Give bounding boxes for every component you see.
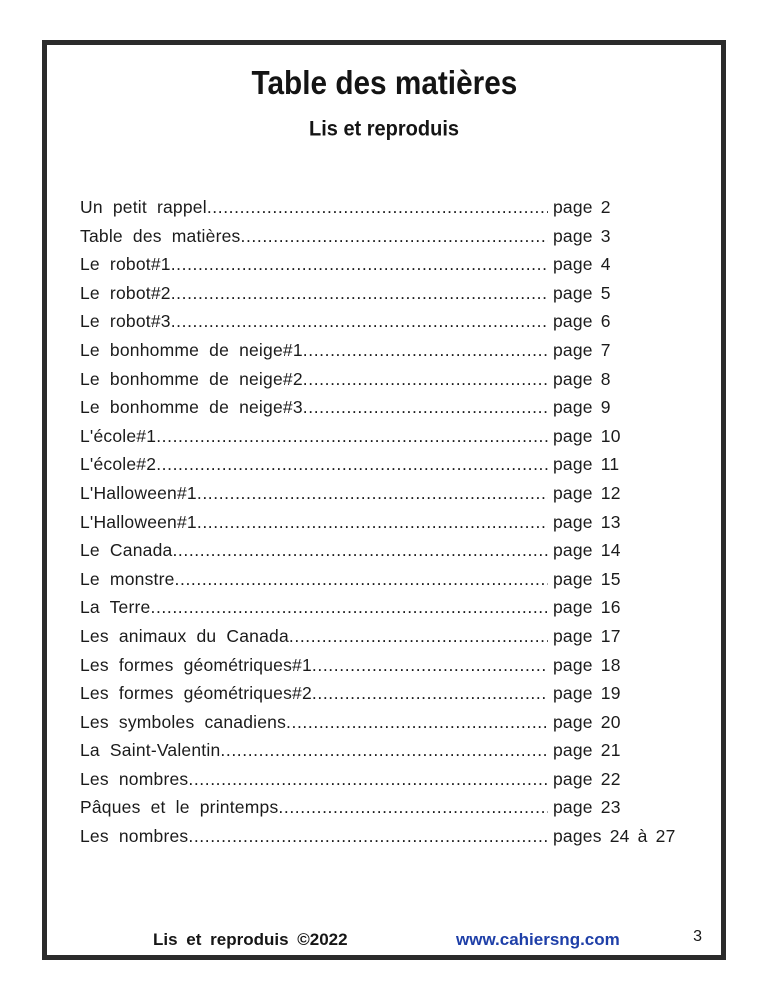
toc-entry-label: Un petit rappel	[80, 197, 207, 217]
toc-entry-page: page 7	[553, 339, 611, 360]
toc-row	[80, 593, 672, 622]
toc-row	[80, 393, 672, 422]
toc-entry-label: Les animaux du Canada	[80, 625, 289, 646]
toc-row	[80, 565, 672, 594]
toc-entry-page: page 3	[553, 225, 611, 246]
toc-entry-page: pages 24 à 27	[553, 826, 676, 847]
dot-leader	[171, 279, 548, 308]
toc-entry-page: page 12	[553, 482, 621, 503]
toc-entry-label: Les symboles canadiens	[80, 711, 287, 732]
toc-entry-page: page 16	[553, 597, 621, 618]
toc-entry-label: L'école#2	[80, 454, 157, 475]
toc-entry-label: Le robot#3	[80, 311, 171, 332]
toc-row	[80, 622, 672, 651]
page-subtitle: Lis et reproduis	[308, 117, 460, 141]
toc-entry-page: page 8	[553, 368, 611, 389]
subtitle-container	[47, 118, 721, 141]
page-footer	[47, 924, 721, 950]
toc-entry-label: Le robot#1	[80, 254, 171, 275]
page-border-frame	[42, 40, 726, 960]
dot-leader	[220, 736, 548, 765]
toc-entry-label: L'Halloween#1	[80, 511, 197, 532]
toc-entry-page: page 21	[553, 740, 621, 761]
toc-entry-label: Le monstre	[80, 568, 175, 589]
title-container	[47, 65, 721, 101]
toc-row	[80, 708, 672, 737]
toc-row	[80, 193, 672, 222]
toc-entry-label: Les formes géométriques#1	[80, 654, 312, 675]
toc-row	[80, 450, 672, 479]
toc-row	[80, 336, 672, 365]
dot-leader	[172, 536, 548, 565]
table-of-contents	[47, 193, 721, 851]
toc-entry-page: page 10	[553, 425, 621, 446]
toc-entry-page: page 17	[553, 625, 621, 646]
toc-entry-label: Les formes géométriques#2	[80, 683, 312, 704]
toc-entry-page: page 5	[553, 282, 611, 303]
dot-leader	[312, 679, 548, 708]
toc-entry-page: page 9	[553, 397, 611, 418]
toc-row	[80, 651, 672, 680]
toc-entry-page: page 13	[553, 511, 621, 532]
toc-entry-page: page 20	[553, 711, 621, 732]
dot-leader	[303, 393, 548, 422]
toc-entry-label: La Saint-Valentin	[80, 740, 221, 761]
dot-leader	[175, 565, 548, 594]
toc-row	[80, 736, 672, 765]
toc-entry-label: L'Halloween#1	[80, 482, 197, 503]
dot-leader	[303, 336, 548, 365]
dot-leader	[312, 651, 548, 680]
toc-row	[80, 422, 672, 451]
toc-row	[80, 365, 672, 394]
toc-entry-page: page 6	[553, 311, 611, 332]
footer-website-link[interactable]: www.cahiersng.com	[456, 930, 620, 949]
toc-entry-label: Les nombres	[80, 768, 189, 789]
dot-leader	[156, 450, 548, 479]
toc-entry-label: L'école#1	[80, 425, 157, 446]
footer-copyright: Lis et reproduis ©2022	[153, 930, 348, 949]
dot-leader	[197, 508, 548, 537]
toc-entry-label: Les nombres	[80, 826, 189, 847]
dot-leader	[278, 793, 548, 822]
toc-entry-page: page 18	[553, 654, 621, 675]
dot-leader	[150, 593, 548, 622]
toc-entry-label: Le bonhomme de neige#1	[80, 339, 303, 360]
page-title: Table des matières	[251, 63, 517, 102]
toc-row	[80, 222, 672, 251]
toc-entry-page: page 14	[553, 540, 621, 561]
toc-entry-label: Pâques et le printemps	[80, 797, 279, 818]
toc-row	[80, 279, 672, 308]
toc-row	[80, 793, 672, 822]
toc-row	[80, 679, 672, 708]
toc-entry-page: page 15	[553, 568, 621, 589]
toc-entry-label: La Terre	[80, 597, 151, 618]
toc-row	[80, 822, 676, 851]
dot-leader	[171, 250, 548, 279]
toc-entry-page: page 23	[553, 797, 621, 818]
dot-leader	[188, 765, 548, 794]
toc-entry-label: Le bonhomme de neige#2	[80, 368, 303, 389]
toc-row	[80, 536, 672, 565]
toc-row	[80, 307, 672, 336]
toc-row	[80, 479, 672, 508]
dot-leader	[240, 222, 548, 251]
dot-leader	[289, 622, 548, 651]
toc-entry-page: page 11	[553, 454, 620, 475]
toc-row	[80, 765, 672, 794]
dot-leader	[303, 365, 548, 394]
dot-leader	[156, 422, 548, 451]
toc-entry-label: Le Canada	[80, 540, 173, 561]
toc-entry-page: page 4	[553, 254, 611, 275]
dot-leader	[188, 822, 548, 851]
toc-entry-page: page 22	[553, 768, 621, 789]
toc-entry-page: page 19	[553, 683, 621, 704]
dot-leader	[197, 479, 548, 508]
toc-entry-label: Table des matières	[80, 225, 241, 246]
dot-leader	[207, 193, 548, 222]
toc-row	[80, 508, 672, 537]
dot-leader	[171, 307, 548, 336]
toc-entry-page: page 2	[553, 197, 611, 217]
toc-entry-label: Le bonhomme de neige#3	[80, 397, 303, 418]
dot-leader	[286, 708, 548, 737]
toc-row	[80, 250, 672, 279]
page-number: 3	[693, 928, 702, 945]
toc-entry-label: Le robot#2	[80, 282, 171, 303]
